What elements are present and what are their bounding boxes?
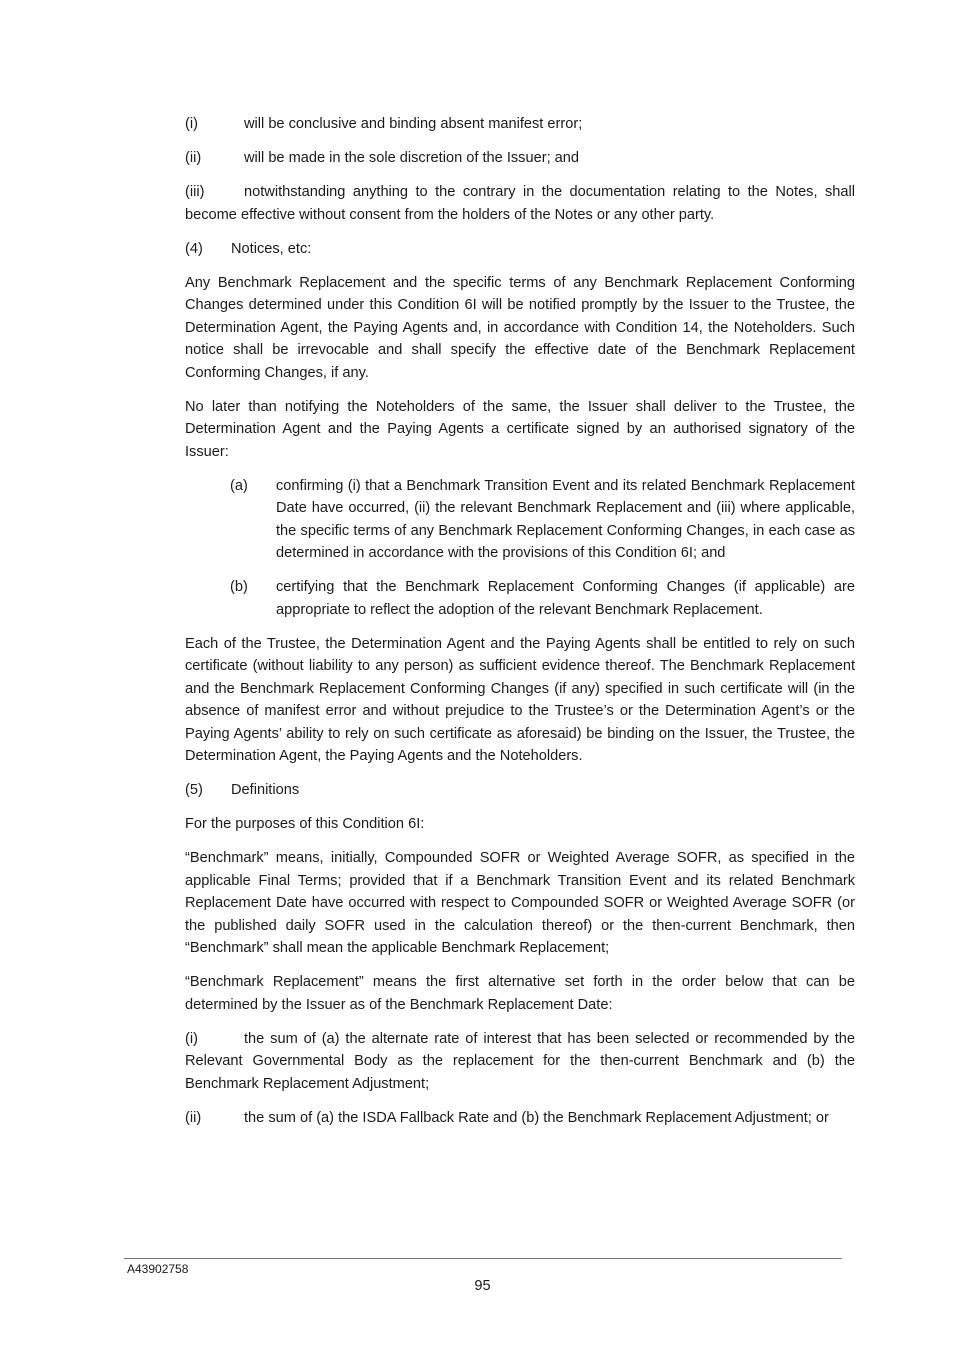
sub-item-b: [230, 576, 855, 621]
sub-item-number: (a): [230, 477, 248, 494]
page-body: [185, 113, 855, 1141]
list-item-text: notwithstanding anything to the contrary in the documentation relating to the Notes, shall become effective without consent from the holders of the Notes or any other party.: [185, 184, 855, 223]
definition-item-ii: [185, 1107, 855, 1130]
list-item-number: (iii): [185, 184, 205, 200]
paragraph-rely: Each of the Trustee, the Determination Agent and the Paying Agents shall be entitled to rely on such certificate (without liability to any person) as sufficient evidence thereof. The Benchmark Replacement and the Benchmark Replacement Conforming Changes (if any) specified in such certificate will (in the absence of manifest error and without prejudice to the Trustee’s or the Determination Agent’s or the Paying Agents’ ability to rely on such certificate as aforesaid) be binding on the Issuer, the Trustee, the Determination Agent, the Paying Agents and the Noteholders.: [185, 635, 855, 764]
definition-benchmark-replacement: “Benchmark Replacement” means the first alternative set forth in the order below that can be determined by the Issuer as of the Benchmark Replacement Date:: [185, 974, 855, 1013]
footer-divider: [124, 1258, 842, 1259]
list-item-text: will be conclusive and binding absent manifest error;: [244, 116, 583, 132]
definition-item-i: [185, 1028, 855, 1096]
list-item-i: [185, 113, 855, 136]
section-title: Notices, etc:: [231, 240, 312, 257]
page-number: 95: [474, 1278, 491, 1294]
document-id: A43902758: [127, 1262, 189, 1276]
section-title: Definitions: [231, 782, 300, 798]
paragraph-certificate: No later than notifying the Noteholders of the same, the Issuer shall deliver to the Trustee, the Determination Agent and the Paying Agents a certificate signed by an authorised signatory of the Issuer:: [185, 398, 855, 460]
section-number: (5): [185, 782, 203, 798]
list-item-text: the sum of (a) the alternate rate of interest that has been selected or recommended by the Relevant Governmental Body as the replacement for the then-current Benchmark and (b) the Benchmark Replacement Adjustment;: [185, 1030, 855, 1092]
sub-item-number: (b): [230, 579, 248, 595]
list-item-number: (ii): [185, 150, 202, 166]
section-heading-notices: [185, 238, 855, 261]
list-item-number: (ii): [185, 1109, 202, 1126]
sub-item-text: certifying that the Benchmark Replacement Conforming Changes (if applicable) are appropriate to reflect the adoption of the relevant Benchmark Replacement.: [276, 579, 855, 618]
definition-benchmark: “Benchmark” means, initially, Compounded SOFR or Weighted Average SOFR, as specified in the applicable Final Terms; provided that if a Benchmark Transition Event and its related Benchmark Replacement Date have occurred with respect to Compounded SOFR or Weighted Average SOFR (or the published daily SOFR used in the calculation thereof) or the then-current Benchmark, then “Benchmark” shall mean the applicable Benchmark Replacement;: [185, 850, 855, 956]
paragraph-purposes: For the purposes of this Condition 6I:: [185, 816, 425, 832]
sub-item-a: [230, 475, 855, 565]
list-item-iii: [185, 181, 855, 226]
sub-item-text: confirming (i) that a Benchmark Transition Event and its related Benchmark Replacement Date have occurred, (ii) the relevant Benchmark Replacement and (iii) where applicable, the specific terms of any Benchmark Replacement Conforming Changes, in each case as determined in accordance with the provisions of this Condition 6I; and: [276, 477, 855, 561]
section-heading-definitions: [185, 779, 855, 802]
list-item-number: (i): [185, 116, 198, 132]
list-item-number: (i): [185, 1030, 198, 1047]
section-number: (4): [185, 240, 203, 257]
list-item-text: the sum of (a) the ISDA Fallback Rate and (b) the Benchmark Replacement Adjustment; or: [244, 1109, 829, 1126]
list-item-text: will be made in the sole discretion of the Issuer; and: [244, 150, 580, 166]
list-item-ii: [185, 147, 855, 170]
paragraph-notices: Any Benchmark Replacement and the specific terms of any Benchmark Replacement Conforming Changes determined under this Condition 6I will be notified promptly by the Issuer to the Trustee, the Determination Agent, the Paying Agents and, in accordance with Condition 14, the Noteholders. Such notice shall be irrevocable and shall specify the effective date of the Benchmark Replacement Conforming Changes, if any.: [185, 274, 855, 381]
